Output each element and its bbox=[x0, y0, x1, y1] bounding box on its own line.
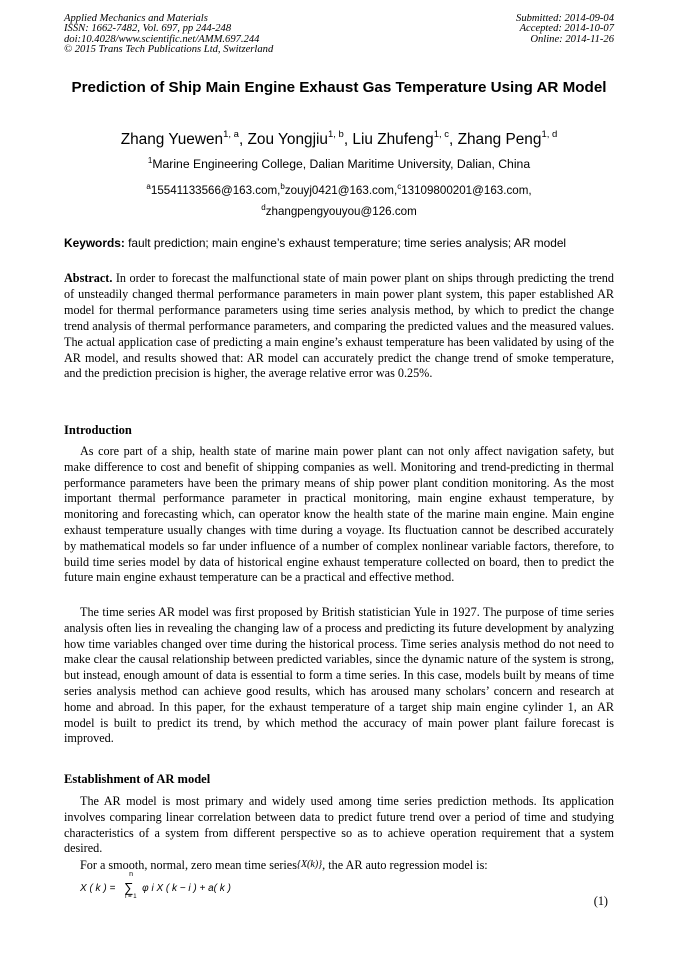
introduction-heading: Introduction bbox=[64, 423, 132, 437]
equation-rhs: φ i X ( k − i ) + a( k ) bbox=[142, 883, 231, 894]
journal-name: Applied Mechanics and Materials bbox=[64, 13, 208, 24]
establishment-heading: Establishment of AR model bbox=[64, 772, 211, 786]
summation-symbol: ∑ n i = 1 bbox=[124, 871, 137, 900]
sum-lower-limit: i = 1 bbox=[125, 894, 137, 900]
doi-line: doi:10.4028/www.scientific.net/AMM.697.244 bbox=[64, 33, 260, 45]
copyright-line: © 2015 Trans Tech Publications Ltd, Switzerland bbox=[64, 44, 274, 56]
establishment-paragraph-1: The AR model is most primary and widely used among time series prediction methods. Its application involves comparing linear correlation between data to predict future trend over a period of time and studying characteristics of a system from different perspective so as to achieve operation requirement that a system desired. bbox=[64, 794, 614, 856]
abstract bbox=[64, 271, 614, 382]
abstract-label: Abstract. bbox=[64, 271, 113, 285]
affiliation bbox=[64, 157, 614, 171]
online-date: Online: 2014-11-26 bbox=[530, 33, 614, 45]
keywords-label: Keywords: bbox=[64, 236, 125, 250]
email-d[interactable]: zhangpengyouyou@126.com bbox=[265, 205, 417, 218]
email-b[interactable]: zouyj0421@163.com, bbox=[284, 184, 398, 197]
author-affiliation-mark: 1, b bbox=[327, 129, 344, 140]
equation-lhs: X ( k ) = bbox=[80, 883, 116, 894]
equation-intro-after: , the AR auto regression model is: bbox=[322, 858, 488, 872]
email-a[interactable]: 15541133566@163.com, bbox=[150, 184, 281, 197]
author-affiliation-mark: 1, d bbox=[541, 129, 558, 140]
author-affiliation-mark: 1, a bbox=[223, 129, 239, 140]
introduction-paragraph-1: As core part of a ship, health state of marine main power plant can not only affect navigation safety, but make difference to cost and benefit of shipping companies as well. Monitoring and trend-predicting in thermal performance parameters have been the primary means of ship power plant condition monitoring. As the most important thermal performance parameter in practical monitoring, main engine exhaust temperature, by monitoring and forecasting which, can operator know the health state of the marine main engine. Main engine exhaust temperature usually changes with time during a voyage. Its fluctuation cannot be described accurately by mathematical models so far under influence of a number of complex nonlinear variable factors, therefore, to build time series model by data of historical engine exhaust temperature collected on board, then to predict the future main engine exhaust temperature can be a practical and effective method. bbox=[64, 444, 614, 585]
author-name: Zhang Peng bbox=[457, 131, 542, 148]
accepted-date: Accepted: 2014-10-07 bbox=[519, 23, 614, 35]
author-name: Zou Yongjiu bbox=[247, 131, 328, 148]
equation-number: (1) bbox=[593, 894, 608, 908]
email-c[interactable]: 13109800201@163.com, bbox=[401, 184, 532, 197]
author-emails: $^a$15541133566@163.com,$^b$zouyj0421@163.com,$^c$13109800201@163.com, $^d$zhangpengyouyou@126.com bbox=[146, 182, 532, 218]
affiliation-mark: 1 bbox=[147, 156, 153, 165]
equation-intro bbox=[80, 858, 488, 873]
issn-line: ISSN: 1662-7482, Vol. 697, pp 244-248 bbox=[64, 23, 232, 35]
journal-info bbox=[64, 14, 273, 56]
abstract-text: In order to forecast the malfunctional state of main power plant on ships through predicting the trend of unsteadily changed thermal performance parameters in main power plant system, this paper established AR model for thermal performance parameters using time series analysis method, by which to predict the change trend analysis of thermal performance parameters, and comparing the predicted values and the measured values. The actual application case of predicting a main engine’s exhaust temperature has been validated by using of the AR model, and results showed that: AR model can accurately predict the change trend of smoke temperature, and the prediction precision is higher, the average relative error was 0.25%. bbox=[64, 271, 614, 381]
paper-title: Prediction of Ship Main Engine Exhaust Gas Temperature Using AR Model bbox=[71, 79, 607, 96]
author-affiliation-mark: 1, c bbox=[433, 129, 449, 140]
time-series-symbol: {X(k)} bbox=[296, 859, 323, 870]
affiliation-text: Marine Engineering College, Dalian Maritime University, Dalian, China bbox=[152, 157, 531, 171]
author-name: Zhang Yuewen bbox=[120, 131, 224, 148]
keywords bbox=[64, 236, 614, 250]
ar-model-equation bbox=[80, 871, 231, 900]
publication-dates bbox=[516, 14, 614, 45]
submitted-date: Submitted: 2014-09-04 bbox=[516, 13, 614, 24]
introduction-paragraph-2: The time series AR model was first proposed by British statistician Yule in 1927. The purpose of time series analysis often lies in revealing the changing law of a process and predicting its future development by analyzing how time variables changed over time during the historical process. Time series analysis method do not need to make clear the causal relationship between predicted variables, since the dynamic nature of the system is strong, but instead, enough amount of data is essential to form a time series. In this case, models built by means of time series analysis method can achieve good results, which has aroused many scholars’ concern and research at home and abroad. In this paper, for the exhaust temperature of a target ship main engine cylinder 1, an AR model is built to predict its trend, by which method the accuracy of main power plant failure forecast is improved. bbox=[64, 605, 614, 746]
author-list: Zhang Yuewen$^{1, a}$, Zou Yongjiu$^{1, b}$, Liu Zhufeng$^{1, c}$, Zhang Peng$^{1, d}$ bbox=[120, 129, 558, 148]
keywords-text: fault prediction; main engine’s exhaust temperature; time series analysis; AR model bbox=[124, 236, 567, 250]
equation-intro-before: For a smooth, normal, zero mean time series bbox=[80, 858, 297, 872]
author-name: Liu Zhufeng bbox=[352, 131, 434, 148]
sum-upper-limit: n bbox=[129, 871, 133, 878]
